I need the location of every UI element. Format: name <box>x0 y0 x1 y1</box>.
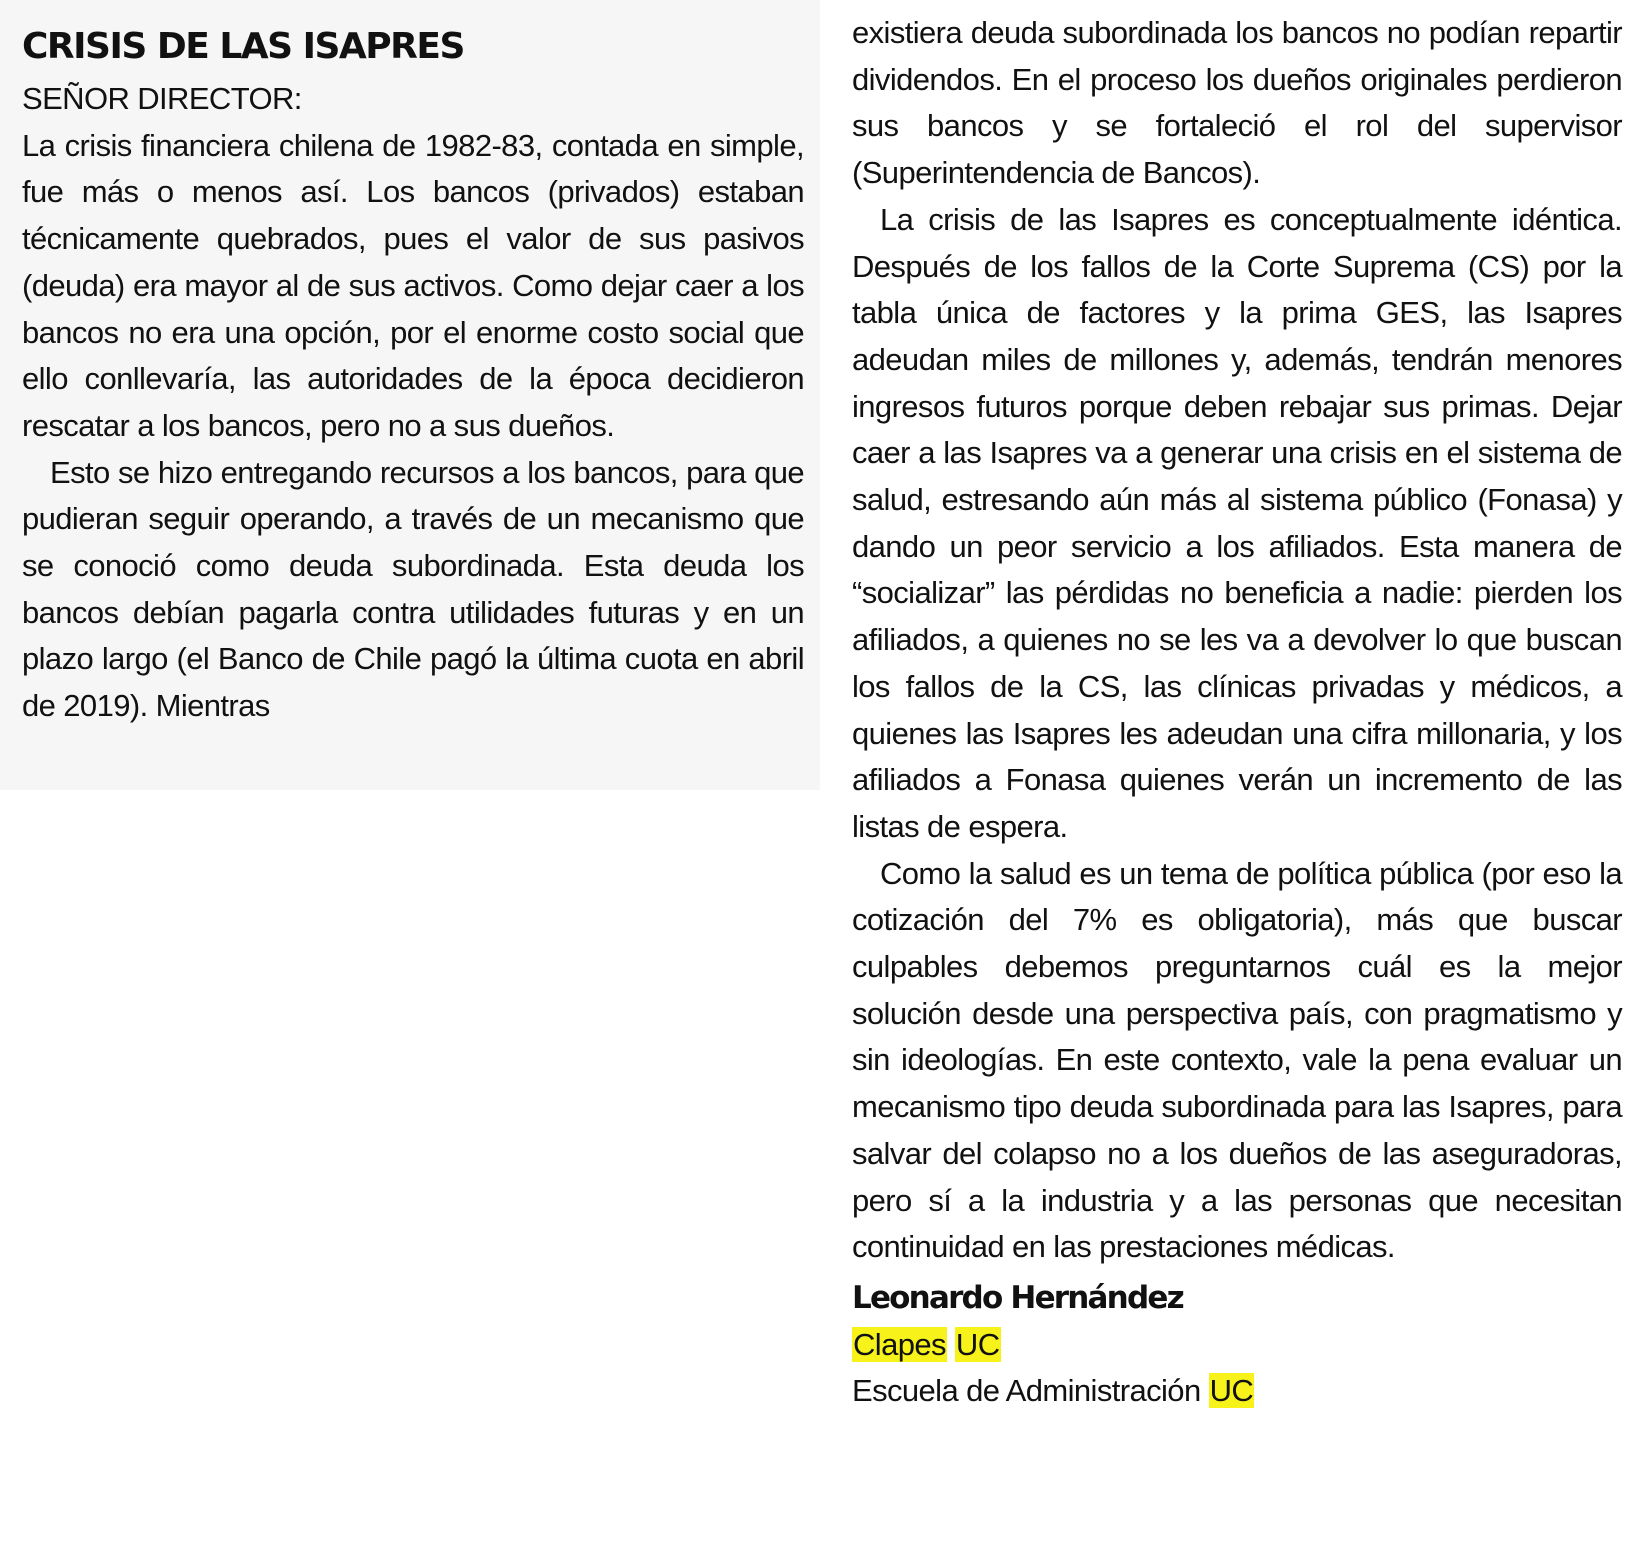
signature-affiliation-1 <box>852 1322 1622 1369</box>
highlighted-text: UC <box>1209 1373 1254 1409</box>
salutation: SEÑOR DIRECTOR: <box>22 81 302 116</box>
paragraph-2-continued: existiera deuda subordinada los bancos no podían repartir dividendos. En el proceso los dueños originales perdieron sus bancos y se fortaleció el rol del supervisor (Superintendencia de Bancos). <box>852 15 1622 191</box>
paragraph-3: La crisis de las Isapres es conceptualmente idéntica. Después de los fallos de la Corte Suprema (CS) por la tabla única de factores y la prima GES, las Isapres adeudan miles de millones y, además, tendrán menores ingresos futuros porque deben rebajar sus primas. Dejar caer a las Isapres va a generar una crisis en el sistema de salud, estresando aún más al sistema público (Fonasa) y dando un peor servicio a los afiliados. Esta manera de “socializar” las pérdidas no beneficia a nadie: pierden los afiliados, a quienes no se les va a devolver lo que buscan los fallos de la CS, las clínicas privadas y médicos, a quienes las Isapres les adeudan una cifra millonaria, y los afiliados a Fonasa quienes verán un incremento de las listas de espera. <box>852 201 1622 844</box>
paragraph-4: Como la salud es un tema de política pública (por eso la cotización del 7% es obligatoria), más que buscar culpables debemos preguntarnos cuál es la mejor solución desde una perspectiva país, con pragmatismo y sin ideologías. En este contexto, vale la pena evaluar un mecanismo tipo deuda subordinada para las Isapres, para salvar del colapso no a los dueños de las aseguradoras, pero sí a la industria y a las personas que necesitan continuidad en las prestaciones médicas. <box>852 855 1622 1265</box>
left-column <box>22 76 804 730</box>
signature-name: Leonardo Hernández <box>852 1279 1183 1316</box>
affiliation-school: Escuela de Administración <box>852 1373 1201 1409</box>
highlighted-text: Clapes <box>853 1326 946 1362</box>
paragraph-2-start: Esto se hizo entregando recursos a los bancos, para que pudieran seguir operando, a través de un mecanismo que se conoció como deuda subordinada. Esta deuda los bancos debían pagarla contra utilidades futuras y en un plazo largo (el Banco de Chile pagó la última cuota en abril de 2019). Mientras <box>22 454 804 724</box>
paragraph-1: La crisis financiera chilena de 1982-83, contada en simple, fue más o menos así. Los bancos (privados) estaban técnicamente quebrados, pues el valor de sus pasivos (deuda) era mayor al de sus activos. Como dejar caer a los bancos no era una opción, por el enorme costo social que ello conllevaría, las autoridades de la época decidieron rescatar a los bancos, pero no a sus dueños. <box>22 127 804 443</box>
signature-affiliation-2 <box>852 1368 1622 1415</box>
signature <box>852 1275 1622 1415</box>
highlighted-text: UC <box>955 1326 1000 1362</box>
right-column <box>852 10 1622 1415</box>
headline: CRISIS DE LAS ISAPRES <box>22 26 464 67</box>
